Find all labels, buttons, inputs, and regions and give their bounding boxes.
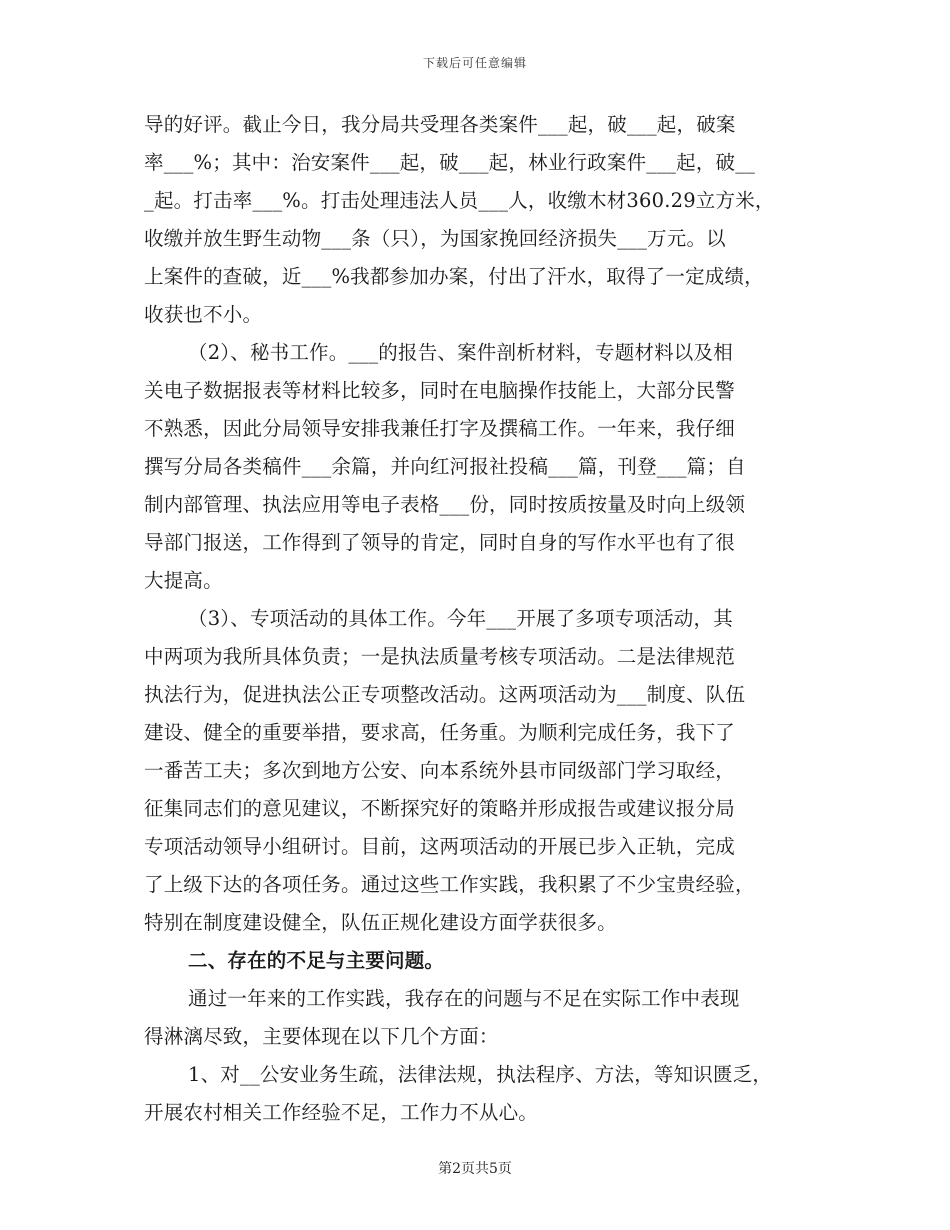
text-line: 得淋漓尽致，主要体现在以下几个方面：	[144, 1025, 499, 1048]
text-line: 撰写分局各类稿件___余篇，并向红河报社投稿___篇，刊登___篇；自	[144, 455, 746, 478]
text-line: 建设、健全的重要举措，要求高，任务重。为顺利完成任务，我下了	[144, 721, 736, 744]
text-line: 收缴并放生野生动物___条（只），为国家挽回经济损失___万元。以	[144, 227, 726, 250]
text-line: 征集同志们的意见建议，不断探究好的策略并形成报告或建议报分局	[144, 797, 736, 820]
text-line: 导的好评。截止今日，我分局共受理各类案件___起，破___起，破案	[144, 113, 736, 136]
text-line: 1、对__公安业务生疏，法律法规，执法程序、方法，等知识匮乏，	[188, 1063, 773, 1086]
text-line: 导部门报送，工作得到了领导的肯定，同时自身的写作水平也有了很	[144, 531, 736, 554]
text-line: 上案件的查破，近___%我都参加办案，付出了汗水，取得了一定成绩，	[144, 265, 764, 288]
text-line: _起。打击率___%。打击处理违法人员___人，收缴木材360.29立方米，	[144, 189, 775, 212]
text-line: 不熟悉，因此分局领导安排我兼任打字及撰稿工作。一年来，我仔细	[144, 417, 736, 440]
text-line: 制内部管理、执法应用等电子表格___份，同时按质按量及时向上级领	[144, 493, 746, 516]
text-line: 专项活动领导小组研讨。目前，这两项活动的开展已步入正轨，完成	[144, 835, 736, 858]
text-line: 了上级下达的各项任务。通过这些工作实践，我积累了不少宝贵经验，	[144, 873, 755, 896]
text-line: 通过一年来的工作实践，我存在的问题与不足在实际工作中表现	[188, 987, 740, 1010]
text-line: 收获也不小。	[144, 303, 263, 326]
text-line: （3）、专项活动的具体工作。今年___开展了多项专项活动，其	[188, 607, 733, 630]
text-line: 执法行为，促进执法公正专项整改活动。这两项活动为___制度、队伍	[144, 683, 746, 706]
text-line: 一番苦工夫；多次到地方公安、向本系统外县市同级部门学习取经，	[144, 759, 736, 782]
document-body	[144, 106, 816, 1132]
text-line: 开展农村相关工作经验不足，工作力不从心。	[144, 1101, 539, 1124]
text-line: 率___%；其中：治安案件___起，破___起，林业行政案件___起，破__	[144, 151, 756, 174]
text-line: 特别在制度建设健全，队伍正规化建设方面学获很多。	[144, 911, 617, 934]
page-header: 下载后可任意编辑	[422, 56, 527, 70]
section-heading: 二、存在的不足与主要问题。	[188, 949, 445, 972]
text-line: 关电子数据报表等材料比较多，同时在电脑操作技能上，大部分民警	[144, 379, 736, 402]
text-line: 大提高。	[144, 569, 223, 592]
text-line: （2）、秘书工作。___的报告、案件剖析材料，专题材料以及相	[188, 341, 733, 364]
page-footer: 第2页共5页	[438, 1161, 512, 1177]
text-line: 中两项为我所具体负责；一是执法质量考核专项活动。二是法律规范	[144, 645, 736, 668]
